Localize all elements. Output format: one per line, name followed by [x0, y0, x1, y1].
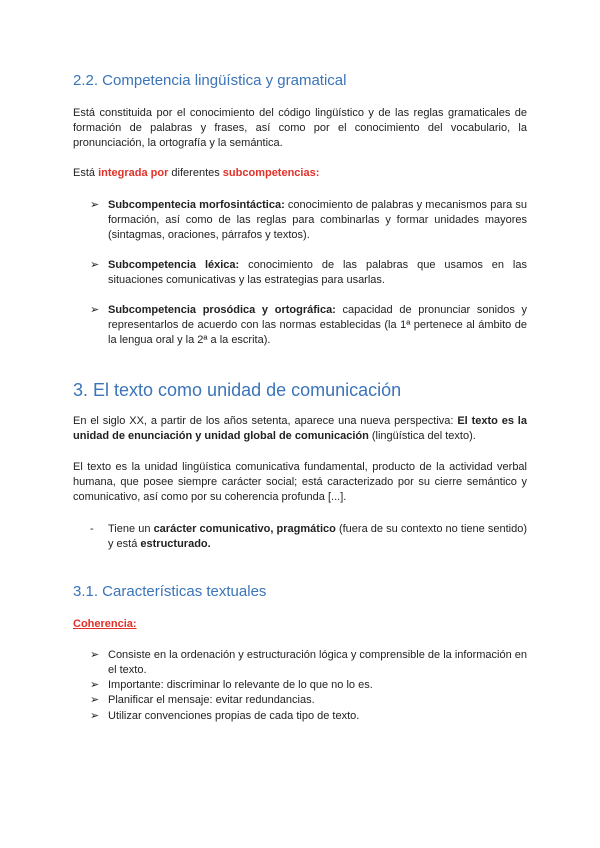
list-item-coherencia-4: Utilizar convenciones propias de cada tipo de texto. — [108, 710, 360, 722]
paragraph-siglo-xx: En el siglo XX, a partir de los años setenta, aparece una nueva perspectiva: El texto es la unidad de enunciación y unidad global de comunicación (lingüística del texto). — [73, 415, 527, 442]
heading-competencia-linguistica: 2.2. Competencia lingüística y gramatical — [73, 72, 347, 89]
bullet-arrow-icon: ➢ — [90, 679, 100, 691]
list-item-prosodica: Subcompetencia prosódica y ortográfica: capacidad de pronunciar sonidos y representarlos de acuerdo con las normas establecidas (la 1ª pertenece al ámbito de la lengua oral y la 2ª a la escrita). — [108, 304, 527, 346]
paragraph-competencia-intro: Está constituida por el conocimiento del código lingüístico y de las reglas gramaticales de formación de palabras y frases, así como por el conocimiento del vocabulario, la pronunciación, la ortografía y la semántica. — [73, 107, 527, 149]
bullet-arrow-icon: ➢ — [90, 304, 100, 316]
bullet-arrow-icon: ➢ — [90, 259, 100, 271]
bullet-arrow-icon: ➢ — [90, 710, 100, 722]
label-coherencia: Coherencia: — [73, 618, 137, 630]
paragraph-integrada: Está integrada por diferentes subcompetencias: — [73, 167, 320, 179]
heading-caracteristicas: 3.1. Características textuales — [73, 583, 267, 600]
bullet-arrow-icon: ➢ — [90, 649, 100, 661]
list-item-coherencia-3: Planificar el mensaje: evitar redundancias. — [108, 694, 315, 706]
bullet-arrow-icon: ➢ — [90, 694, 100, 706]
list-item-coherencia-2: Importante: discriminar lo relevante de lo que no lo es. — [108, 679, 373, 691]
list-item-caracter: Tiene un carácter comunicativo, pragmático (fuera de su contexto no tiene sentido) y está estructurado. — [108, 523, 527, 550]
list-item-lexica: Subcompetencia léxica: conocimiento de las palabras que usamos en las situaciones comunicativas y las estrategias para usarlas. — [108, 259, 527, 286]
paragraph-texto-definicion: El texto es la unidad lingüística comunicativa fundamental, producto de la actividad verbal humana, que posee siempre carácter social; está caracterizado por su cierre semántico y comunicativo, así como por su coherencia profunda [...]. — [73, 461, 527, 503]
list-item-coherencia-1: Consiste en la ordenación y estructuración lógica y comprensible de la información en el texto. — [108, 649, 527, 676]
bullet-dash-icon: - — [90, 523, 94, 535]
list-item-morfosintactica: Subcompentecia morfosintáctica: conocimiento de palabras y mecanismos para su formación, así como de las reglas para combinarlas y formar unidades mayores (sintagmas, oraciones, párrafos y textos). — [108, 199, 528, 241]
heading-texto-unidad: 3. El texto como unidad de comunicación — [73, 380, 402, 400]
bullet-arrow-icon: ➢ — [90, 199, 100, 211]
